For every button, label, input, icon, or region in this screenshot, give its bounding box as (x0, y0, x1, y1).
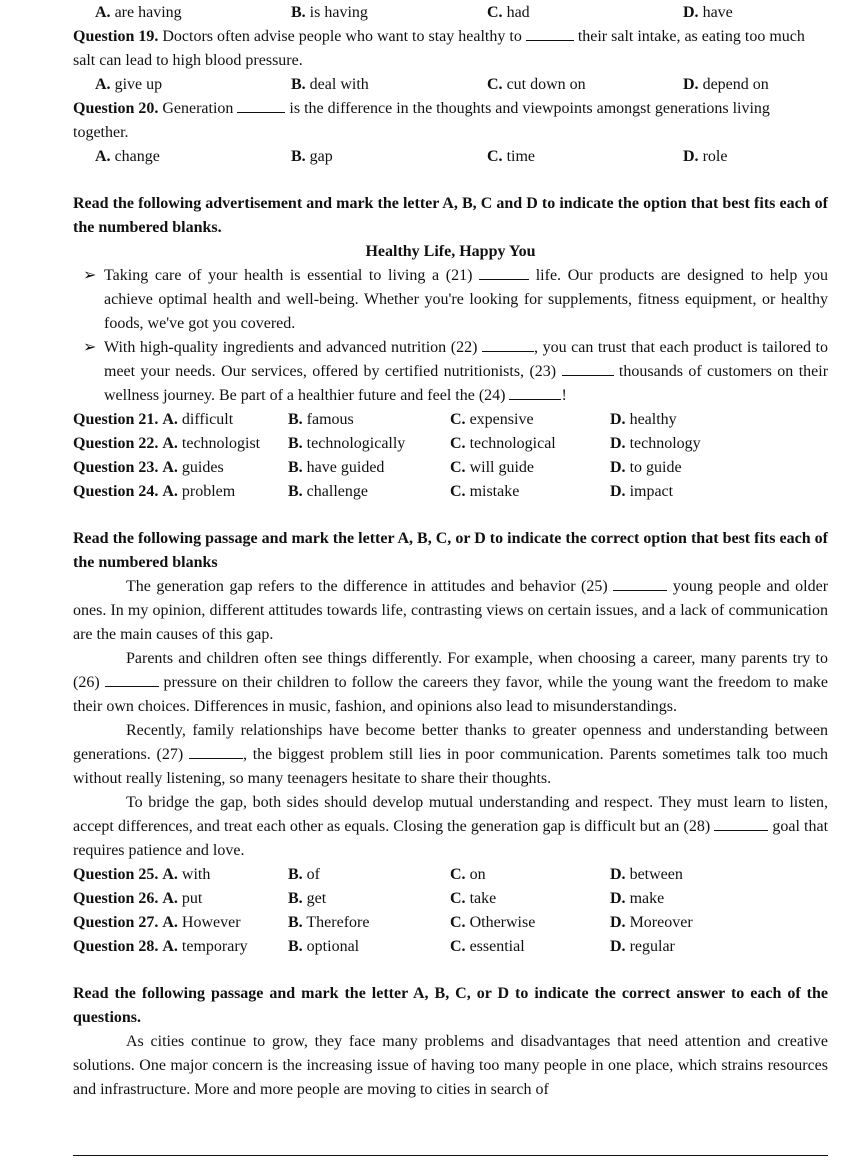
option-letter: D. (610, 483, 626, 500)
q20-option-d[interactable] (683, 145, 850, 169)
passage-paragraph-3 (73, 719, 828, 791)
option-text: problem (181, 483, 236, 500)
q28-option-d[interactable] (610, 935, 828, 959)
option-text: time (506, 148, 535, 165)
option-letter: B. (291, 4, 306, 21)
option-letter: A. (162, 435, 178, 452)
q28-option-a[interactable] (73, 935, 288, 959)
q18-option-a[interactable] (95, 1, 291, 25)
q25-option-b[interactable] (288, 863, 450, 887)
option-letter: D. (610, 866, 626, 883)
option-letter: B. (288, 435, 303, 452)
q27-option-c[interactable] (450, 911, 610, 935)
q21-option-b[interactable] (288, 408, 450, 432)
option-letter: B. (291, 76, 306, 93)
q27-option-d[interactable] (610, 911, 828, 935)
option-letter: A. (162, 459, 178, 476)
option-text: regular (629, 938, 675, 955)
option-text: guides (181, 459, 224, 476)
option-text: make (629, 890, 665, 907)
q18-option-d[interactable] (683, 1, 850, 25)
q23-option-a[interactable] (73, 456, 288, 480)
q21-option-c[interactable] (450, 408, 610, 432)
question-row-21 (73, 408, 828, 432)
answer-blank-22 (482, 337, 534, 352)
passage-paragraph-1 (73, 575, 828, 647)
option-text: technological (469, 435, 556, 452)
spacer (73, 169, 828, 192)
section-instruction-advertisement: Read the following advertisement and mark the letter A, B, C and D to indicate the option that best fits each of the numbered blanks. (73, 195, 828, 236)
option-text: on (469, 866, 486, 883)
option-text: expensive (469, 411, 534, 428)
option-text: Otherwise (469, 914, 536, 931)
reading-paragraph-1: As cities continue to grow, they face many problems and disadvantages that need attention and creative solutions. One major concern is the increasing issue of having too many people in one place, which strains resources and infrastructure. More and more people are moving to cities in search of (73, 1033, 828, 1098)
q19-option-b[interactable] (291, 73, 487, 97)
option-text: difficult (181, 411, 234, 428)
q19-options (73, 73, 828, 97)
q18-options (73, 1, 828, 25)
option-text: technologically (306, 435, 406, 452)
q19-option-d[interactable] (683, 73, 850, 97)
passage-paragraph-4 (73, 791, 828, 863)
option-letter: A. (95, 148, 111, 165)
question-label: Question 25. (73, 866, 159, 883)
answer-blank (526, 26, 574, 41)
arrow-bullet-icon: ➢ (83, 267, 97, 284)
option-text: role (702, 148, 728, 165)
q22-option-a[interactable] (73, 432, 288, 456)
paragraph-text: goal that requires patience and love. (73, 818, 829, 859)
option-letter: A. (162, 938, 178, 955)
option-letter: A. (95, 76, 111, 93)
bullet-text: thousands of customers on their wellness journey. Be part of a healthier future and feel the (24) (104, 363, 829, 404)
option-text: will guide (469, 459, 534, 476)
option-text: Therefore (306, 914, 370, 931)
q28-option-b[interactable] (288, 935, 450, 959)
q26-option-c[interactable] (450, 887, 610, 911)
answer-blank-28 (714, 816, 768, 831)
option-text: essential (469, 938, 525, 955)
q24-option-b[interactable] (288, 480, 450, 504)
option-letter: D. (610, 890, 626, 907)
option-letter: A. (162, 411, 178, 428)
option-text: Moreover (629, 914, 693, 931)
answer-blank-24 (509, 385, 561, 400)
section-instruction-passage: Read the following passage and mark the letter A, B, C, or D to indicate the correct option that best fits each of the numbered blanks (73, 530, 828, 571)
spacer (73, 959, 828, 982)
option-text: give up (114, 76, 163, 93)
q18-option-c[interactable] (487, 1, 683, 25)
answer-blank-23 (562, 361, 614, 376)
option-text: mistake (469, 483, 520, 500)
answer-blank-27 (189, 744, 243, 759)
q25-option-c[interactable] (450, 863, 610, 887)
option-text: have (702, 4, 733, 21)
q27-option-a[interactable] (73, 911, 288, 935)
paragraph-text: young people and older ones. In my opinion, different attitudes towards life, contrasting views on certain issues, and a lack of communication are the main causes of this gap. (73, 578, 829, 643)
spacer (73, 504, 828, 527)
q27-option-b[interactable] (288, 911, 450, 935)
question-row-23 (73, 456, 828, 480)
answer-blank-25 (613, 576, 667, 591)
option-text: famous (306, 411, 354, 428)
option-text: deal with (309, 76, 369, 93)
option-text: technologist (181, 435, 261, 452)
question-row-24 (73, 480, 828, 504)
option-letter: A. (162, 890, 178, 907)
question-19 (73, 25, 828, 73)
bullet-text: With high-quality ingredients and advanced nutrition (22) (104, 339, 478, 356)
option-letter: A. (162, 914, 178, 931)
option-letter: B. (288, 459, 303, 476)
option-letter: C. (450, 411, 466, 428)
option-text: are having (114, 4, 182, 21)
option-letter: C. (487, 4, 503, 21)
q22-option-c[interactable] (450, 432, 610, 456)
q20-options (73, 145, 828, 169)
q24-option-a[interactable] (73, 480, 288, 504)
option-letter: C. (487, 76, 503, 93)
option-letter: D. (610, 411, 626, 428)
q28-option-c[interactable] (450, 935, 610, 959)
advertisement-bullet-2 (73, 336, 828, 408)
paragraph-text: To bridge the gap, both sides should develop mutual understanding and respect. They must learn to listen, accept differences, and treat each other as equals. Closing the generation gap is difficult but an (28) (73, 794, 828, 835)
advertisement-title: Healthy Life, Happy You (365, 243, 536, 260)
q24-option-c[interactable] (450, 480, 610, 504)
paragraph-text: pressure on their children to follow the careers they favor, while the young want the freedom to make their own choices. Differences in music, fashion, and opinions also lead to misunderstandings. (73, 674, 829, 715)
q19-option-c[interactable] (487, 73, 683, 97)
option-text: challenge (306, 483, 368, 500)
option-letter: B. (288, 483, 303, 500)
option-letter: B. (288, 890, 303, 907)
q21-option-a[interactable] (73, 408, 288, 432)
option-letter: C. (487, 148, 503, 165)
question-label: Question 23. (73, 459, 159, 476)
q20-option-c[interactable] (487, 145, 683, 169)
option-text: of (306, 866, 320, 883)
option-letter: D. (683, 4, 699, 21)
option-letter: C. (450, 435, 466, 452)
option-letter: A. (162, 483, 178, 500)
question-label: Question 27. (73, 914, 159, 931)
question-text: Doctors often advise people who want to stay healthy to (162, 28, 522, 45)
option-letter: B. (288, 411, 303, 428)
option-letter: D. (683, 76, 699, 93)
q20-option-b[interactable] (291, 145, 487, 169)
bullet-text: life. Our products are designed to help you achieve optimal health and well-being. Whether you're looking for supplements, fitness equipment, or healthy foods, we've got you covered. (104, 267, 829, 332)
footer-rule (73, 1155, 828, 1156)
paragraph-text: , the biggest problem still lies in poor communication. Parents sometimes talk too much without really listening, so many teenagers hesitate to share their thoughts. (73, 746, 829, 787)
question-label: Question 28. (73, 938, 159, 955)
option-letter: A. (162, 866, 178, 883)
question-label: Question 21. (73, 411, 159, 428)
option-text: technology (629, 435, 701, 452)
bullet-text: ! (561, 387, 567, 404)
q25-option-d[interactable] (610, 863, 828, 887)
q25-option-a[interactable] (73, 863, 288, 887)
option-letter: C. (450, 890, 466, 907)
q23-option-b[interactable] (288, 456, 450, 480)
option-text: is having (309, 4, 368, 21)
question-row-27 (73, 911, 828, 935)
q26-option-b[interactable] (288, 887, 450, 911)
question-label: Question 26. (73, 890, 159, 907)
answer-blank-21 (479, 265, 529, 280)
option-letter: C. (450, 866, 466, 883)
q24-option-d[interactable] (610, 480, 828, 504)
question-text: their salt intake, as eating too much salt can lead to high blood pressure. (73, 28, 805, 69)
q22-option-b[interactable] (288, 432, 450, 456)
option-text: cut down on (506, 76, 586, 93)
q18-option-b[interactable] (291, 1, 487, 25)
option-letter: D. (610, 914, 626, 931)
option-text: temporary (181, 938, 248, 955)
option-text: had (506, 4, 530, 21)
q19-option-a[interactable] (95, 73, 291, 97)
q20-option-a[interactable] (95, 145, 291, 169)
question-20 (73, 97, 828, 145)
answer-blank-26 (105, 672, 159, 687)
passage-paragraph-2 (73, 647, 828, 719)
option-text: However (181, 914, 241, 931)
option-text: change (114, 148, 160, 165)
option-text: optional (306, 938, 360, 955)
option-letter: B. (288, 938, 303, 955)
section-instruction-reading: Read the following passage and mark the letter A, B, C, or D to indicate the correct answer to each of the questions. (73, 985, 828, 1026)
question-label: Question 19. (73, 28, 159, 45)
option-text: impact (629, 483, 674, 500)
option-text: gap (309, 148, 333, 165)
bullet-text: Taking care of your health is essential to living a (21) (104, 267, 473, 284)
option-text: with (181, 866, 211, 883)
q26-option-d[interactable] (610, 887, 828, 911)
option-letter: A. (95, 4, 111, 21)
advertisement-questions (73, 408, 828, 504)
question-text: is the difference in the thoughts and viewpoints amongst generations living together. (73, 100, 770, 141)
paragraph-text: Parents and children often see things differently. For example, when choosing a career, many parents try to (26) (73, 650, 828, 691)
option-letter: B. (291, 148, 306, 165)
option-letter: D. (610, 459, 626, 476)
q23-option-d[interactable] (610, 456, 828, 480)
passage-questions (73, 863, 828, 959)
bullet-text: , you can trust that each product is tailored to meet your needs. Our services, offered by certified nutritionists, (23) (104, 339, 828, 380)
option-letter: D. (610, 938, 626, 955)
question-label: Question 20. (73, 100, 159, 117)
q22-option-d[interactable] (610, 432, 828, 456)
paragraph-text: Recently, family relationships have become better thanks to greater openness and understanding between generations. (27) (73, 722, 828, 763)
option-letter: D. (683, 148, 699, 165)
option-text: put (181, 890, 203, 907)
question-label: Question 22. (73, 435, 159, 452)
question-row-22 (73, 432, 828, 456)
question-row-28 (73, 935, 828, 959)
option-letter: C. (450, 914, 466, 931)
question-row-26 (73, 887, 828, 911)
q21-option-d[interactable] (610, 408, 828, 432)
q23-option-c[interactable] (450, 456, 610, 480)
question-text: Generation (162, 100, 234, 117)
exam-page (73, 0, 828, 1102)
answer-blank (237, 98, 285, 113)
option-text: healthy (629, 411, 677, 428)
advertisement-bullet-1 (73, 264, 828, 336)
arrow-bullet-icon: ➢ (83, 339, 97, 356)
option-text: get (306, 890, 327, 907)
option-letter: B. (288, 866, 303, 883)
question-label: Question 24. (73, 483, 159, 500)
paragraph-text: The generation gap refers to the difference in attitudes and behavior (25) (126, 578, 608, 595)
option-letter: C. (450, 459, 466, 476)
option-text: take (469, 890, 497, 907)
option-letter: B. (288, 914, 303, 931)
q26-option-a[interactable] (73, 887, 288, 911)
question-row-25 (73, 863, 828, 887)
option-text: to guide (629, 459, 682, 476)
option-letter: C. (450, 483, 466, 500)
option-letter: C. (450, 938, 466, 955)
option-letter: D. (610, 435, 626, 452)
option-text: between (629, 866, 683, 883)
option-text: depend on (702, 76, 769, 93)
option-text: have guided (306, 459, 385, 476)
